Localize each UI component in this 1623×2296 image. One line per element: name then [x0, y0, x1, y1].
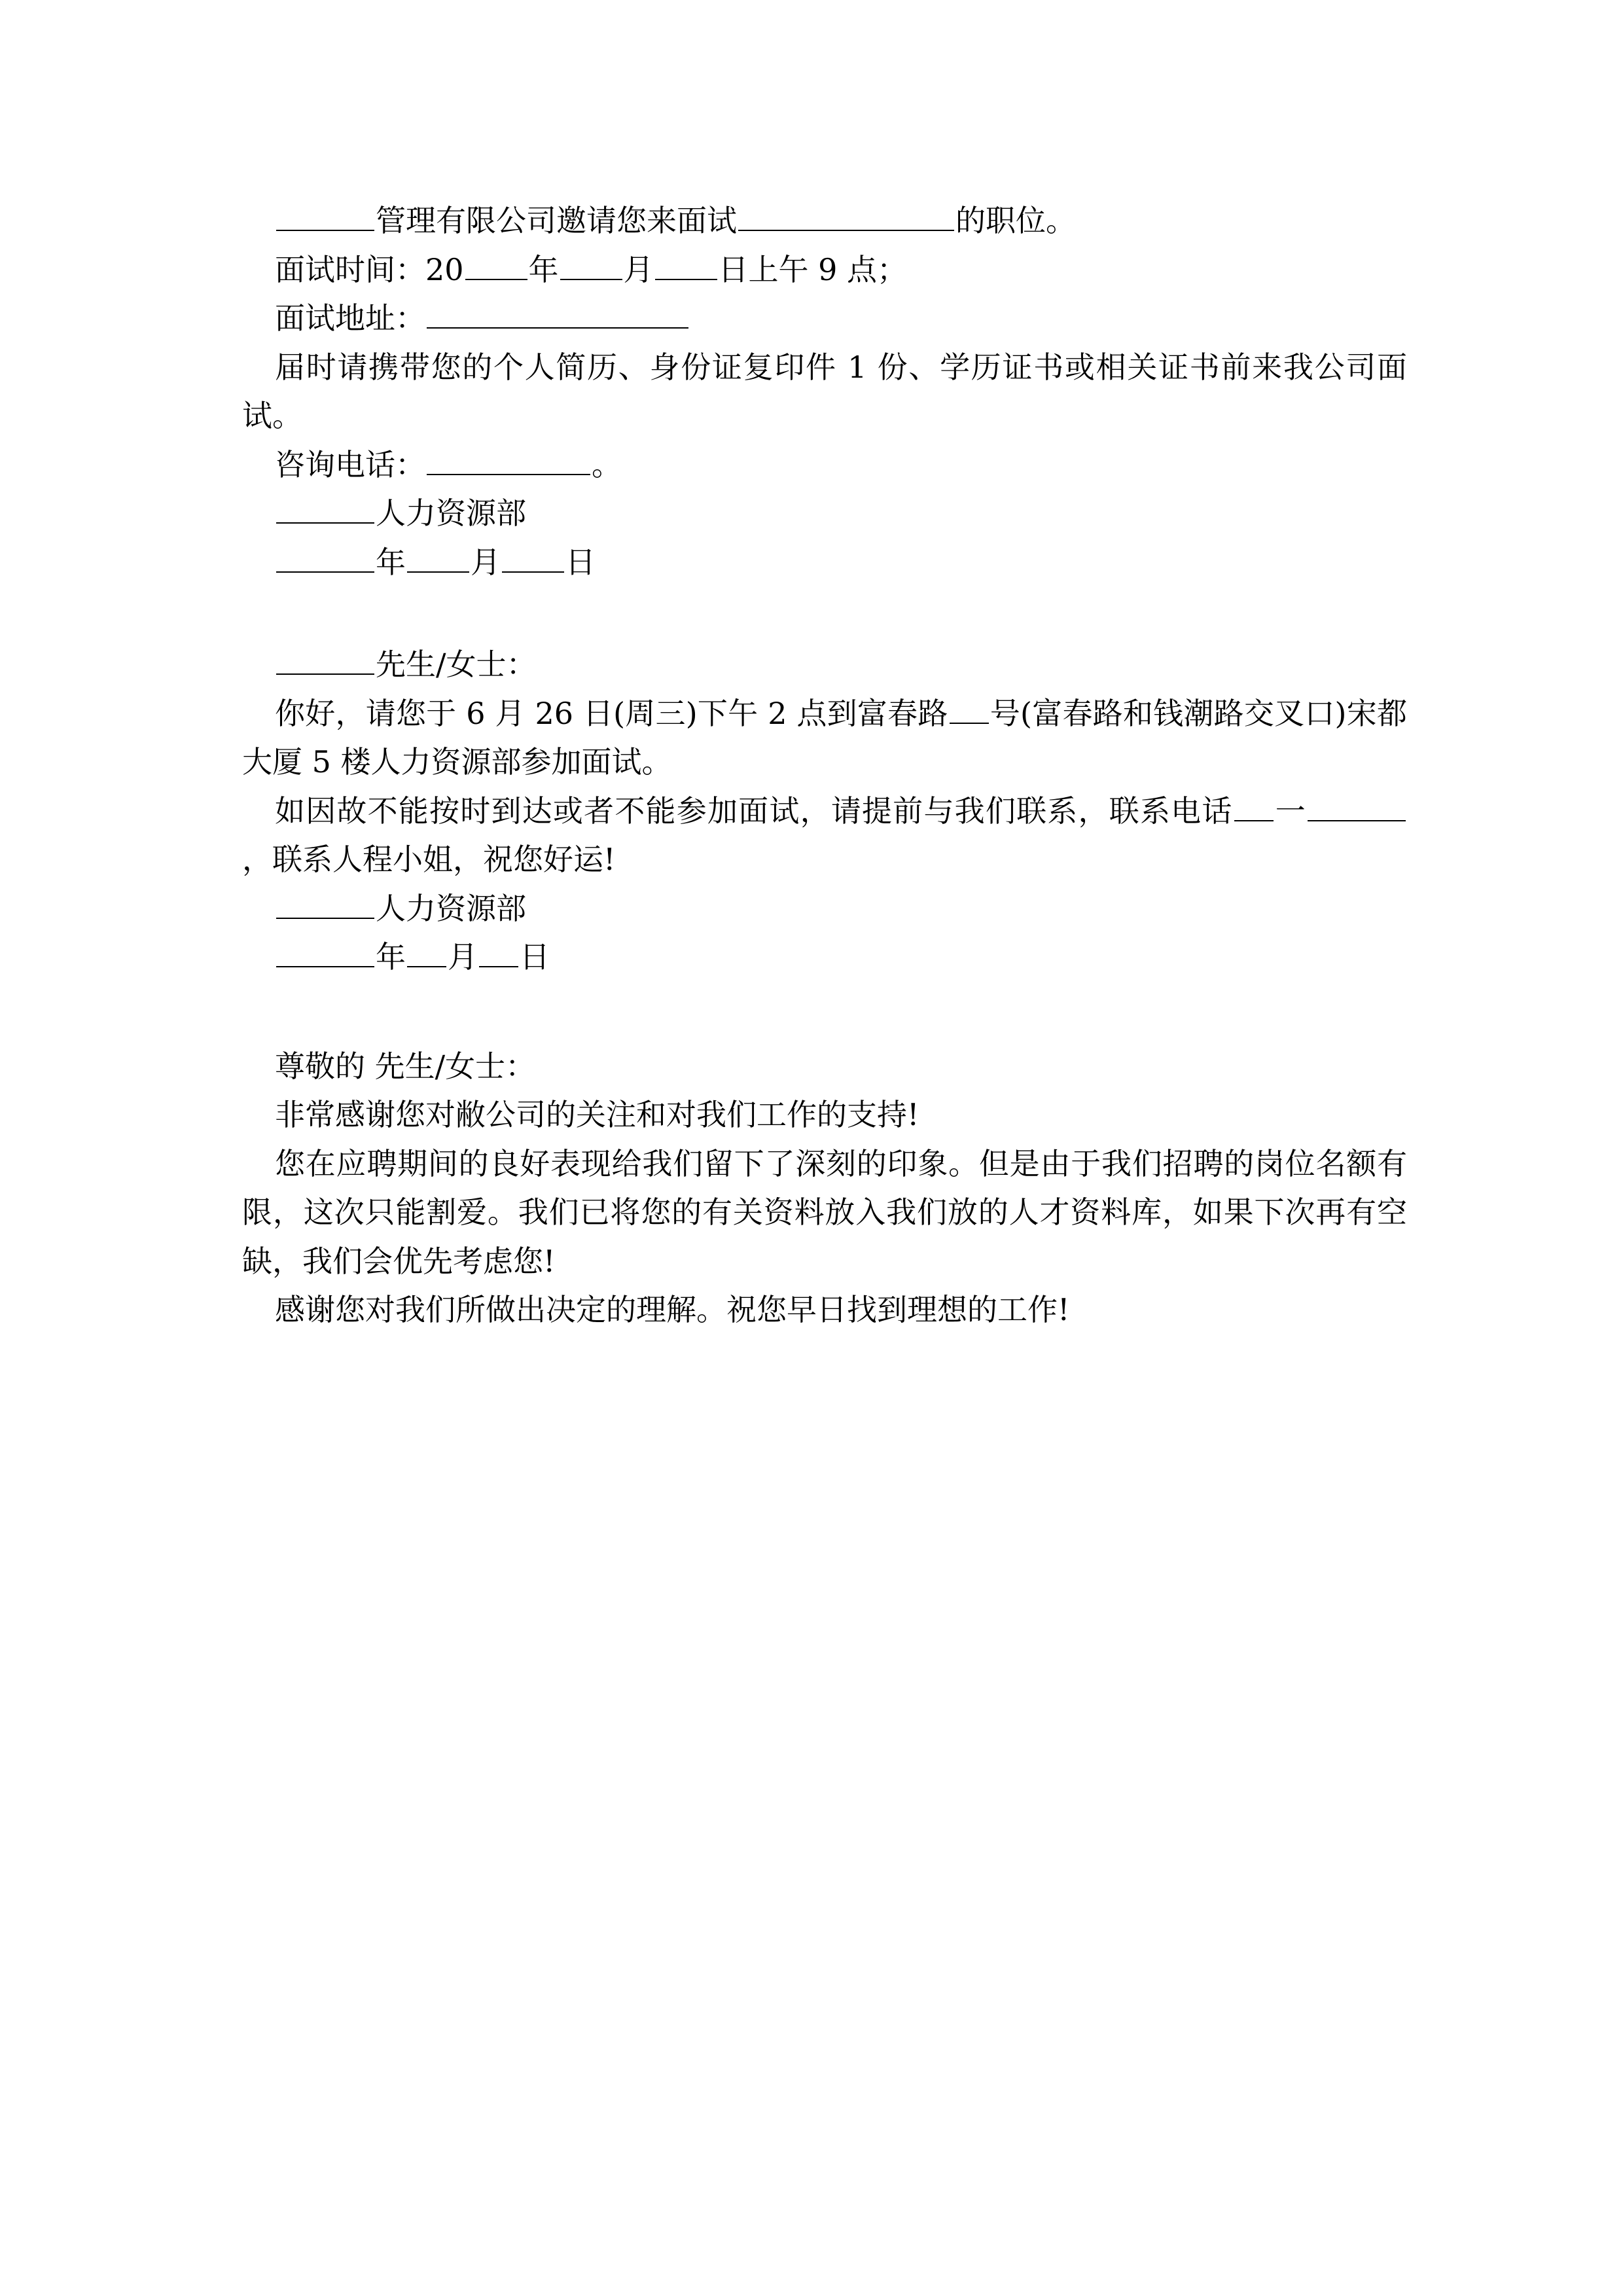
year-unit: 年	[528, 251, 559, 287]
contact-instruction-text-c: ，联系人程小姐，祝您好运!	[242, 842, 616, 878]
interview-address-line	[242, 294, 1407, 343]
year-blank	[465, 245, 527, 280]
sig-month-blank-1	[407, 538, 469, 573]
interview-notice-section	[242, 640, 1407, 982]
month-blank	[560, 245, 622, 280]
sig-year-blank-1	[276, 538, 374, 573]
sig-day-unit-1: 日	[565, 544, 596, 580]
month-unit: 月	[623, 251, 654, 287]
sig-year-blank-2	[276, 933, 374, 968]
sig-month-unit-2: 月	[448, 939, 478, 975]
sig-year-unit-1: 年	[376, 544, 406, 580]
signature-date-line-1	[242, 538, 1407, 587]
interview-detail-text-a: 你好，请您于 6 月 26 日(周三)下午 2 点到富春路	[275, 695, 948, 731]
contact-instruction-text-a: 如因故不能按时到达或者不能参加面试，请提前与我们联系，联系电话	[275, 793, 1233, 829]
recipient-name-blank-2	[276, 641, 374, 675]
company-name-blank	[276, 196, 374, 231]
contact-instruction-line-2	[242, 787, 1407, 884]
section-gap-2	[242, 982, 1407, 1042]
interview-address-label: 面试地址：	[275, 300, 425, 336]
sig-month-blank-2	[407, 933, 446, 968]
document-body	[242, 196, 1407, 1335]
contact-phone-blank	[427, 440, 590, 475]
interview-detail-line-2	[242, 689, 1407, 787]
rejection-body-line-3: 您在应聘期间的良好表现给我们留下了深刻的印象。但是由于我们招聘的岗位名额有限，这次只能割爱。我们已将您的有关资料放入我们放的人才资料库，如果下次再有空缺，我们会优先考虑您!	[242, 1145, 1407, 1279]
hr-company-blank-2	[276, 884, 374, 919]
salutation-line-2	[242, 640, 1407, 689]
street-number-blank	[950, 689, 989, 724]
hr-department-text-2: 人力资源部	[376, 890, 526, 926]
sig-day-unit-2: 日	[520, 939, 550, 975]
sig-day-blank-2	[479, 933, 518, 968]
contact-phone-line	[242, 440, 1407, 490]
interview-time-label: 面试时间：20	[275, 251, 464, 287]
interview-address-blank	[427, 294, 688, 329]
hr-company-blank-1	[276, 490, 374, 524]
hr-department-line-2	[242, 884, 1407, 933]
position-blank	[738, 196, 954, 231]
company-invitation-line	[242, 196, 1407, 245]
sig-day-blank-1	[502, 538, 564, 573]
day-blank	[655, 245, 717, 280]
sig-month-unit-1: 月	[471, 544, 501, 580]
day-unit-time: 日上午 9 点；	[718, 251, 908, 287]
thanks-line-3: 非常感谢您对敝公司的关注和对我们工作的支持!	[275, 1097, 919, 1133]
phone-prefix-blank	[1234, 787, 1274, 821]
signature-date-line-2	[242, 933, 1407, 982]
interview-time-line	[242, 245, 1407, 295]
section-gap-1	[242, 586, 1407, 640]
phone-suffix-blank	[1308, 787, 1406, 821]
company-invitation-text-a: 管理有限公司邀请您来面试	[376, 203, 737, 238]
sig-year-unit-2: 年	[376, 939, 406, 975]
closing-line-3: 感谢您对我们所做出决定的理解。祝您早日找到理想的工作!	[275, 1292, 1070, 1328]
phone-dash: 一	[1274, 793, 1307, 829]
salutation-line-3: 尊敬的 先生/女士：	[275, 1048, 536, 1084]
hr-department-line-1	[242, 489, 1407, 538]
hr-department-text-1: 人力资源部	[376, 495, 526, 531]
company-invitation-text-b: 的职位。	[955, 203, 1076, 238]
rejection-letter-section	[242, 1042, 1407, 1335]
documents-required-line: 届时请携带您的个人简历、身份证复印件 1 份、学历证书或相关证书前来我公司面试。	[242, 349, 1407, 434]
interview-detail-text-b: 号(富春路和钱潮路交叉口)宋都大厦 5 楼人力资源部参加面试。	[242, 695, 1407, 780]
salutation-text-2: 先生/女士：	[376, 647, 537, 683]
contact-phone-label: 咨询电话：	[275, 446, 425, 482]
interview-invitation-section	[242, 196, 1407, 586]
contact-phone-period: 。	[592, 446, 622, 482]
